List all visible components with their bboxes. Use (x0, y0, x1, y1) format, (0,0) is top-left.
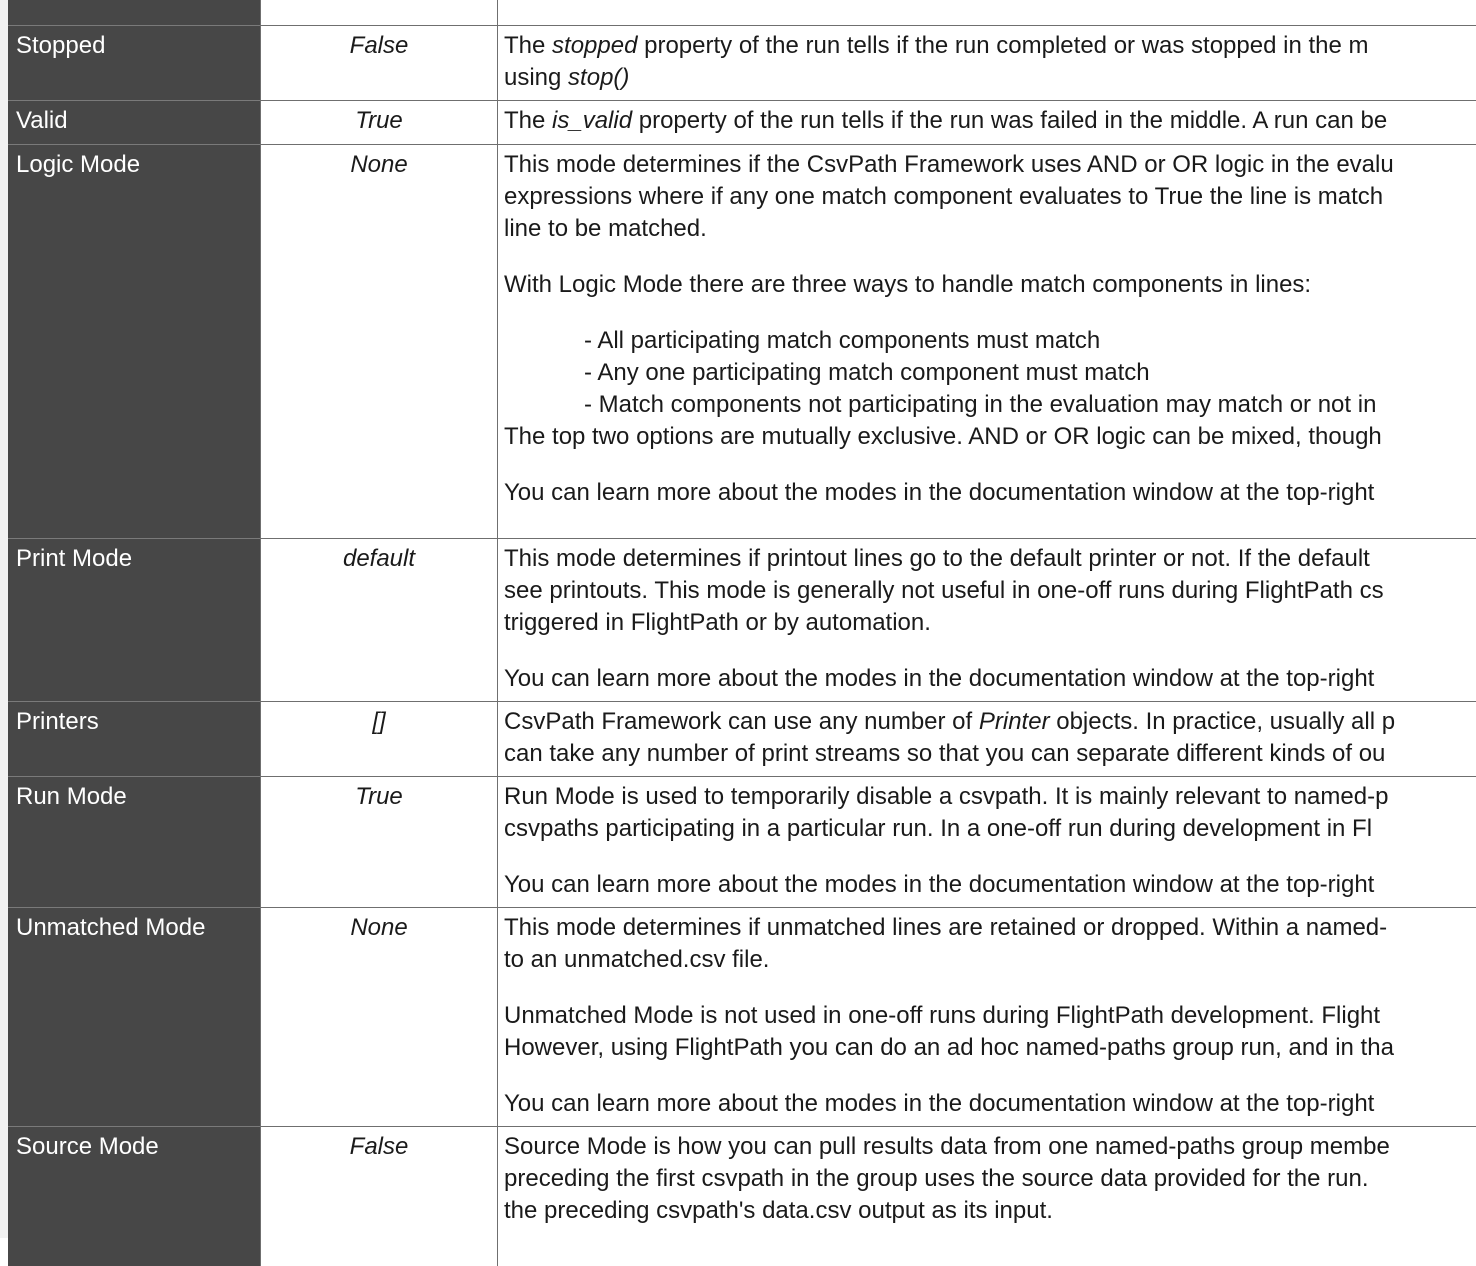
line-text: CsvPath Framework can use any number of (504, 708, 979, 735)
property-row-source-mode (8, 1126, 1476, 1266)
description-line (504, 912, 1476, 944)
property-name (8, 0, 261, 25)
property-value: False (261, 25, 498, 100)
description-line (504, 663, 1476, 695)
line-text: Run Mode is used to temporarily disable a csvpath. It is mainly relevant to named-p (504, 783, 1388, 810)
property-value: True (261, 776, 498, 907)
property-name: Stopped (8, 25, 261, 100)
line-text: With Logic Mode there are three ways to handle match components in lines: (504, 271, 1311, 298)
bullet-list (504, 325, 1476, 421)
description-paragraph (504, 781, 1476, 845)
description-paragraph (504, 543, 1476, 639)
property-row-unmatched-mode (8, 907, 1476, 1126)
property-value: default (261, 538, 498, 701)
description-paragraph (504, 1088, 1476, 1120)
property-row-valid (8, 100, 1476, 144)
line-text: You can learn more about the modes in the documentation window at the top-right (504, 479, 1374, 506)
line-text: You can learn more about the modes in the documentation window at the top-right (504, 665, 1374, 692)
description-line (504, 869, 1476, 901)
property-name: Printers (8, 701, 261, 776)
line-text: This mode determines if printout lines go to the default printer or not. If the default (504, 545, 1370, 572)
description-paragraph (504, 912, 1476, 976)
code-term: stopped (552, 32, 637, 59)
description-line (504, 781, 1476, 813)
bullet-item: - Match components not participating in the evaluation may match or not in (584, 389, 1476, 421)
property-name: Logic Mode (8, 144, 261, 538)
description-paragraph (504, 269, 1476, 301)
description-line (504, 30, 1476, 62)
line-text: objects. In practice, usually all p (1050, 708, 1396, 735)
description-line (504, 269, 1476, 301)
description-paragraph (504, 421, 1476, 453)
description-line (504, 149, 1476, 181)
line-text: Source Mode is how you can pull results data from one named-paths group membe (504, 1133, 1390, 1160)
line-text: the preceding csvpath's data.csv output as its input. (504, 1197, 1053, 1224)
property-row-print-mode (8, 538, 1476, 701)
description-paragraph (504, 105, 1476, 137)
property-description (498, 0, 1476, 25)
line-text: This mode determines if the CsvPath Framework uses AND or OR logic in the evalu (504, 151, 1394, 178)
property-value: [] (261, 701, 498, 776)
line-text: property of the run tells if the run completed or was stopped in the m (637, 32, 1368, 59)
line-text: line to be matched. (504, 215, 707, 242)
bullet-item: - Any one participating match component must match (584, 357, 1476, 389)
bullet-item: - All participating match components must match (584, 325, 1476, 357)
property-row-stopped (8, 25, 1476, 100)
description-line (504, 1088, 1476, 1120)
description-paragraph (504, 1131, 1476, 1227)
line-text: expressions where if any one match component evaluates to True the line is match (504, 183, 1383, 210)
description-paragraph (504, 1000, 1476, 1064)
line-text: property of the run tells if the run was failed in the middle. A run can be (632, 107, 1387, 134)
code-term: Printer (979, 708, 1050, 735)
description-line (504, 543, 1476, 575)
property-value: True (261, 100, 498, 144)
description-line (504, 105, 1476, 137)
description-paragraph (504, 869, 1476, 901)
line-text: This mode determines if unmatched lines are retained or dropped. Within a named- (504, 914, 1387, 941)
line-text: to an unmatched.csv file. (504, 946, 769, 973)
property-description (498, 100, 1476, 144)
property-description (498, 701, 1476, 776)
description-paragraph (504, 706, 1476, 770)
description-line (504, 813, 1476, 845)
description-paragraph (504, 30, 1476, 94)
description-line (504, 477, 1476, 509)
description-paragraph (504, 149, 1476, 245)
line-text: You can learn more about the modes in the documentation window at the top-right (504, 871, 1374, 898)
description-line (504, 421, 1476, 453)
property-description (498, 1126, 1476, 1266)
property-row-logic-mode (8, 144, 1476, 538)
run-properties-table (8, 0, 1476, 1266)
property-row-run-mode (8, 776, 1476, 907)
description-line (504, 181, 1476, 213)
property-description (498, 907, 1476, 1126)
line-text: The top two options are mutually exclusive. AND or OR logic can be mixed, though (504, 423, 1382, 450)
property-description (498, 538, 1476, 701)
description-line (504, 213, 1476, 245)
description-line (504, 738, 1476, 770)
property-value (261, 0, 498, 25)
description-line (504, 1163, 1476, 1195)
property-name: Unmatched Mode (8, 907, 261, 1126)
property-name: Run Mode (8, 776, 261, 907)
line-text: The (504, 32, 552, 59)
line-text: preceding the first csvpath in the group uses the source data provided for the run. (504, 1165, 1369, 1192)
description-line (504, 944, 1476, 976)
description-line (504, 62, 1476, 94)
property-name: Print Mode (8, 538, 261, 701)
line-text: see printouts. This mode is generally not useful in one-off runs during FlightPath cs (504, 577, 1384, 604)
property-row-blank (8, 0, 1476, 25)
property-description (498, 25, 1476, 100)
line-text: using (504, 64, 568, 91)
property-value: None (261, 907, 498, 1126)
description-paragraph (504, 663, 1476, 695)
property-name: Valid (8, 100, 261, 144)
description-line (504, 575, 1476, 607)
line-text: However, using FlightPath you can do an ad hoc named-paths group run, and in tha (504, 1034, 1394, 1061)
property-row-printers (8, 701, 1476, 776)
property-value: False (261, 1126, 498, 1266)
code-term: stop() (568, 64, 629, 91)
line-text: csvpaths participating in a particular run. In a one-off run during development in Fl (504, 815, 1372, 842)
property-description (498, 776, 1476, 907)
line-text: Unmatched Mode is not used in one-off runs during FlightPath development. Flight (504, 1002, 1380, 1029)
description-line (504, 1000, 1476, 1032)
description-line (504, 1032, 1476, 1064)
property-value: None (261, 144, 498, 538)
description-line (504, 607, 1476, 639)
line-text: The (504, 107, 552, 134)
line-text: triggered in FlightPath or by automation. (504, 609, 931, 636)
description-line (504, 1131, 1476, 1163)
property-description (498, 144, 1476, 538)
description-line (504, 706, 1476, 738)
line-text: You can learn more about the modes in the documentation window at the top-right (504, 1090, 1374, 1117)
description-line (504, 1195, 1476, 1227)
code-term: is_valid (552, 107, 632, 134)
description-paragraph (504, 477, 1476, 509)
property-name: Source Mode (8, 1126, 261, 1266)
line-text: can take any number of print streams so that you can separate different kinds of ou (504, 740, 1385, 767)
